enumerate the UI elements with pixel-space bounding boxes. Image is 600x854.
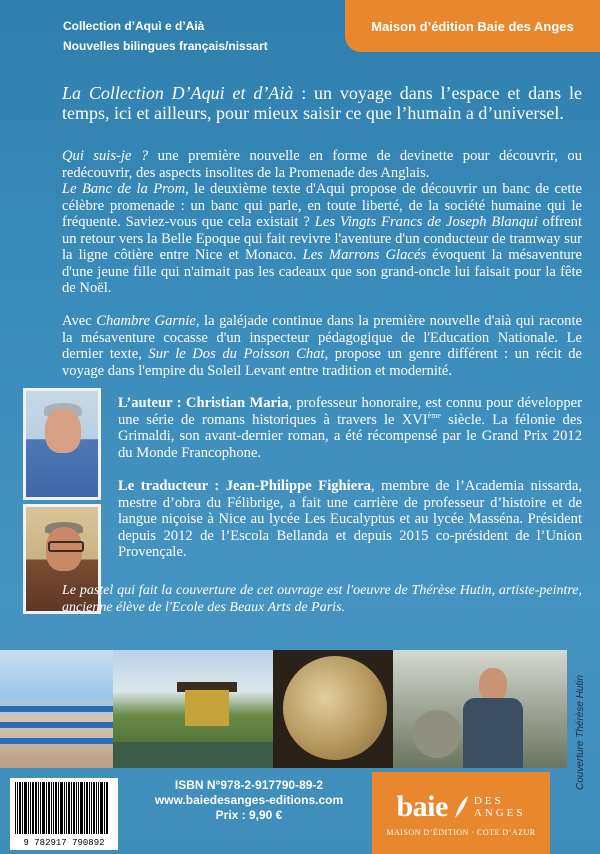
story-2-text: , le deuxième texte d'Aqui propose de découvrir un banc de cette célèbre promenade : un banc qui parle, en toute liberté, de la société humaine qui le fréquente. Saviez-vous que cela existait ? bbox=[62, 181, 583, 230]
collection-header bbox=[63, 16, 268, 56]
photo-strip bbox=[0, 650, 600, 768]
isbn-barcode bbox=[10, 778, 118, 850]
story-1-title: Qui suis-je ? bbox=[62, 148, 149, 164]
story-3-title: Les Vingts Francs de Joseph Blanqui bbox=[314, 214, 538, 230]
promenade-bench-photo bbox=[0, 650, 113, 768]
author-photo bbox=[23, 388, 101, 500]
story-1-paragraph bbox=[62, 148, 582, 181]
story-5-title: Chambre Garnie bbox=[96, 313, 196, 329]
author-label: L’auteur : Christian Maria bbox=[118, 395, 289, 411]
author-text: , professeur honoraire, est connu pour développer une série de romans historiques à travers le XVI bbox=[118, 395, 582, 428]
story-5-text: , la galéjade continue dans la première nouvelle d'aià qui raconte la mésaventure cocasse d'un inspecteur pédagogique de l'Education Nationale. Le dernier texte, bbox=[62, 313, 582, 362]
translator-bio bbox=[118, 478, 582, 561]
story-4-title: Les Marrons Glacés bbox=[302, 247, 427, 263]
barcode-number: 9 782917 790892 bbox=[23, 838, 105, 848]
collection-title: Collection d’Aquì e d’Aià bbox=[63, 19, 205, 33]
cover-credit: Le pastel qui fait la couverture de cet ouvrage est l'oeuvre de Thérèse Hutin, artiste-peintre, ancienne élève de l'Ecole des Beaux Arts de Paris. bbox=[62, 583, 582, 615]
barcode-bars bbox=[15, 782, 113, 834]
feather-icon bbox=[452, 794, 470, 820]
intro-paragraph bbox=[62, 83, 582, 123]
garden-statue-photo bbox=[393, 650, 567, 768]
intro-text: : un voyage dans l’espace et dans le temps, ici et ailleurs, pour mieux saisir ce que l’humain a d’universel. bbox=[62, 83, 582, 123]
story-2-title: Le Banc de la Prom bbox=[62, 181, 186, 197]
story-3-text: offrent un retour vers la Belle Epoque qui fait revivre l'aventure d'un conducteur de tramway sur la ligne côtière entre Nice et Monaco. bbox=[62, 214, 582, 263]
story-2-paragraph bbox=[62, 181, 582, 297]
author-bio bbox=[118, 395, 582, 461]
translator-text: , membre de l’Academia nissarda, mestre d’obra du Félibrige, a fait une carrière de professeur d’histoire et de langue niçoise à Nice au lycée Les Eucalyptus et au lycée Masséna. Président depuis 2012 de l’Escola Bellanda et depuis 2015 co-président de l’Union Provençale. bbox=[118, 478, 582, 560]
logo-subtitle: MAISON D’ÉDITION · COTE D’AZUR bbox=[386, 827, 536, 837]
translator-label: Le traducteur : Jean-Philippe Fighiera bbox=[118, 478, 371, 494]
logo-des: DES bbox=[473, 794, 504, 807]
story-5-paragraph bbox=[62, 313, 582, 379]
publisher-banner bbox=[345, 0, 600, 52]
twenty-francs-coin-photo bbox=[273, 650, 393, 768]
author-text-2: siècle. La félonie des Grimaldi, son avant-dernier roman, a été récompensé par le Grand Prix 2012 du Monde Francophone. bbox=[118, 411, 582, 461]
logo-word: baie bbox=[396, 789, 448, 823]
golden-pavilion-photo bbox=[113, 650, 273, 768]
publication-info bbox=[128, 778, 370, 823]
story-6-title: Sur le Dos du Poisson Chat bbox=[148, 346, 325, 362]
website: www.baiedesanges-editions.com bbox=[154, 793, 344, 807]
side-credit: Couverture Thérèse Hutin bbox=[575, 674, 586, 790]
story-6-text: , propose un genre différent : un récit de voyage dans l'empire du Soleil Levant entre tradition et modernité. bbox=[62, 346, 582, 379]
publisher-name: Maison d’édition Baie des Anges bbox=[371, 18, 574, 34]
logo-anges: ANGES bbox=[473, 806, 526, 819]
author-superscript: ème bbox=[427, 410, 441, 420]
collection-name: La Collection D’Aqui et d’Aià bbox=[62, 83, 294, 103]
story-5-intro: Avec bbox=[62, 313, 97, 329]
isbn: ISBN N°978-2-917790-89-2 bbox=[174, 778, 324, 792]
price: Prix : 9,90 € bbox=[215, 808, 283, 822]
story-4-text: évoquent la mésaventure d'une jeune fille qui n'aimait pas les cadeaux que son grand-oncle lui faisait pour la fête de Noël. bbox=[62, 247, 583, 296]
story-1-text: une première nouvelle en forme de devinette pour découvrir, ou redécouvrir, des aspects insolites de la Promenade des Anglais. bbox=[62, 148, 582, 181]
collection-subtitle: Nouvelles bilingues français/nissart bbox=[63, 39, 268, 53]
publisher-logo bbox=[372, 772, 550, 854]
